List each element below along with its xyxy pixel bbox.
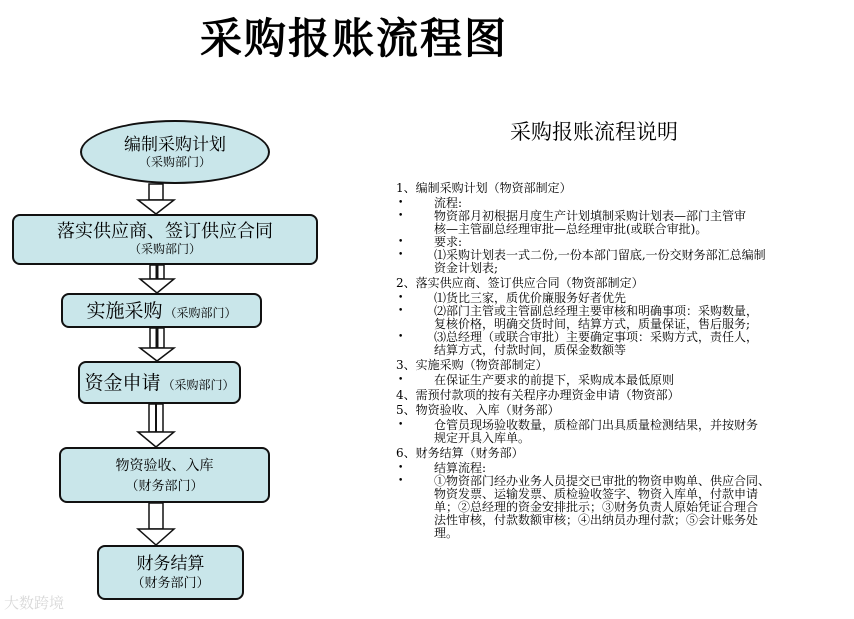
step-item (396, 210, 836, 236)
step-heading: 1、编制采购计划（物资部制定） (396, 181, 572, 195)
panel-title: 采购报账流程说明 (510, 120, 678, 144)
page-title: 采购报账流程图 (200, 14, 509, 63)
arrow-4 (138, 404, 174, 447)
bullet-icon: • (398, 198, 404, 208)
bullet-icon: • (398, 237, 404, 247)
flow-node-dept: （财务部门） (125, 479, 204, 494)
flow-node-settlement (97, 545, 244, 600)
step-item-text: ⑴货比三家，质优价廉服务好者优先 (434, 291, 627, 305)
flow-node-dept: （采购部门） (128, 242, 201, 256)
arrow-5 (138, 503, 174, 545)
step-item-text: ⑵部门主管或主管副总经理主要审核和明确事项：采购数量， 复核价格，明确交货时间，结算方式，质量保证，售后服务; (434, 304, 759, 331)
step-item (396, 374, 836, 387)
bullet-icon: • (398, 420, 404, 430)
bullet-icon: • (398, 306, 404, 316)
flow-node-dept: （财务部门） (131, 576, 210, 591)
step-item (396, 475, 836, 540)
arrow-1 (138, 184, 174, 214)
step-list (396, 180, 836, 540)
flow-node-title: 编制采购计划 (124, 134, 226, 155)
step-heading: 6、财务结算（财务部） (396, 446, 524, 460)
step-item (396, 331, 836, 357)
step-heading: 2、落实供应商、签订供应合同（物资部制定） (396, 276, 644, 290)
step-heading: 4、需预付款项的按有关程序办理资金申请（物资部） (396, 388, 680, 402)
step-item-text: ①物资部门经办业务人员提交已审批的物资申购单、供应合同、 物资发票、运输发票、质检验收签字、物资入库单，付款申请 单；②总经理的资金安排批示；③财务负责人原始凭证合理合 法性审核，付款数额审核；④出纳员办理付款；⑤会计账务处 理。 (434, 474, 771, 540)
step-item-text: 仓管员现场验收数量，质检部门出具质量检测结果，并按财务 规定开具入库单。 (434, 418, 759, 445)
arrow-2 (140, 265, 174, 293)
step-item-text: ⑴采购计划表一式二份,一份本部门留底,一份交财务部汇总编制 资金计划表; (434, 248, 766, 275)
flow-node-title: 财务结算 (136, 554, 205, 574)
step-heading: 3、实施采购（物资部制定） (396, 358, 548, 372)
bullet-icon: • (398, 375, 404, 385)
arrow-3 (140, 328, 174, 361)
step-heading: 5、物资验收、入库（财务部） (396, 403, 560, 417)
flow-node-dept: （采购部门） (164, 305, 237, 320)
step-item-text: 在保证生产要求的前提下，采购成本最低原则 (434, 373, 675, 387)
flow-node-funding (78, 361, 241, 404)
step-item-text: 要求: (434, 235, 463, 249)
flow-node-inspection (59, 447, 270, 503)
step-item-text: 结算流程: (434, 461, 487, 475)
step-item-text: 物资部月初根据月度生产计划填制采购计划表—部门主管审 核—主管副总经理审批—总经理审批(或联合审批)。 (434, 209, 747, 236)
step-item (396, 305, 836, 331)
flow-node-purchase (61, 293, 262, 328)
flow-node-dept: （采购部门） (162, 377, 235, 392)
step-item (396, 249, 836, 275)
flow-node-title: 资金申请 (84, 371, 161, 394)
flow-node-dept: （采购部门） (138, 154, 211, 169)
bullet-icon: • (398, 293, 404, 303)
step-item-text: ⑶总经理（或联合审批）主要确定事项：采购方式，责任人， 结算方式，付款时间，质保金数额等 (434, 330, 759, 357)
bullet-icon: • (398, 476, 404, 486)
flow-node-title: 物资验收、入库 (115, 458, 214, 474)
flow-node-title: 实施采购 (86, 299, 163, 322)
watermark: 大数跨境 (4, 594, 65, 612)
flow-node-supplier (12, 214, 318, 265)
bullet-icon: • (398, 250, 404, 260)
step-item-text: 流程: (434, 196, 463, 210)
bullet-icon: • (398, 332, 404, 342)
bullet-icon: • (398, 211, 404, 221)
step-item (396, 419, 836, 445)
flow-node-title: 落实供应商、签订供应合同 (57, 221, 273, 242)
flow-node-plan (80, 120, 270, 184)
bullet-icon: • (398, 463, 404, 473)
